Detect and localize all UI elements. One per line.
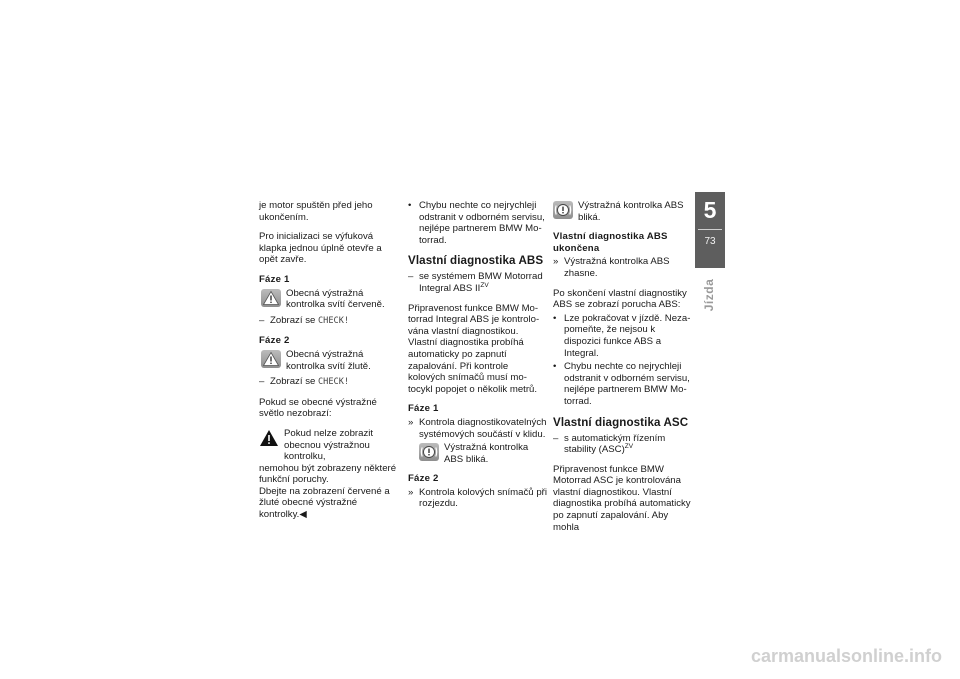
arrow-marker: » bbox=[553, 256, 559, 268]
phase-2-step-text: Kontrola kolových snímačů při rozjezdu. bbox=[419, 486, 547, 510]
abs-indicator bbox=[553, 200, 693, 223]
asc-equipment-note bbox=[553, 433, 693, 456]
warning-note bbox=[259, 428, 399, 463]
watermark: carmanualsonline.info bbox=[750, 646, 942, 666]
page-number: 73 bbox=[704, 236, 716, 247]
column-2 bbox=[408, 200, 548, 512]
paragraph-no-light: Pokud se obecné výstražné světlo nezobrazí: bbox=[259, 396, 377, 420]
warning-triangle-icon bbox=[261, 350, 281, 368]
section-side-label: Jízda bbox=[702, 278, 717, 312]
abs-finished-step-text: Výstražná kontrolka ABS zhasne. bbox=[564, 256, 670, 279]
phase-2-indicator-text: Obecná výstražná kontrolka svítí žlutě. bbox=[286, 348, 371, 372]
paragraph-asc: Připravenost funkce BMW Motorrad ASC je kontrolována vlastní diagnostikou. Vlastní diagnostika probíhá automaticky po zapnutí zapalování. Aby mohla bbox=[553, 463, 691, 533]
paragraph-motor: je motor spuštěn před jeho ukončením. bbox=[259, 200, 373, 223]
abs-indicator-text: Výstražná kontrolka ABS bliká. bbox=[578, 200, 684, 223]
optional-equipment-mark: ZV bbox=[624, 443, 634, 451]
bullet-service bbox=[408, 200, 548, 246]
display-prefix: Zobrazí se bbox=[270, 314, 316, 326]
abs-equipment-text: se systémem BMW Motorrad Integral ABS II bbox=[419, 271, 543, 294]
phase-1-step-text: Kontrola diagnostikovatelných systémových součástí v klidu. bbox=[419, 416, 547, 440]
phase-1-indicator-text: Výstražná kontrolka ABS bliká. bbox=[444, 442, 529, 465]
asc-equipment-text: s automatickým řízením stability (ASC) bbox=[564, 432, 666, 456]
section-heading-asc: Vlastní diagnostika ASC bbox=[553, 415, 689, 429]
paragraph-init: Pro inicializaci se výfuková klapka jednou úplně otevře a opět zavře. bbox=[259, 231, 382, 266]
abs-equipment-note bbox=[408, 271, 548, 294]
bullet-marker: • bbox=[553, 361, 557, 373]
abs-warning-icon bbox=[553, 201, 573, 219]
column-3 bbox=[553, 200, 693, 541]
phase-1-step bbox=[408, 417, 548, 440]
bullet-service bbox=[553, 361, 693, 407]
phase-2-indicator bbox=[261, 349, 399, 372]
arrow-marker: » bbox=[408, 416, 414, 428]
end-mark-icon: ◀ bbox=[299, 509, 307, 521]
warning-triangle-icon bbox=[261, 289, 281, 307]
bullet-marker: • bbox=[553, 312, 557, 324]
dash-marker: – bbox=[553, 432, 559, 444]
optional-equipment-mark: ZV bbox=[480, 281, 489, 289]
abs-warning-icon bbox=[419, 443, 439, 461]
paragraph-observe bbox=[259, 486, 399, 521]
chapter-divider bbox=[698, 229, 722, 230]
dash-marker: – bbox=[259, 376, 265, 388]
column-1 bbox=[259, 200, 399, 521]
abs-finished-step bbox=[553, 256, 693, 279]
display-code: CHECK! bbox=[318, 315, 350, 326]
phase-1-heading: Fáze 1 bbox=[408, 403, 439, 415]
bullet-text: Chybu nechte co nejrychleji odstranit v odborném servisu, nejlépe partnerem BMW Motorrad. bbox=[564, 361, 690, 407]
chapter-number: 5 bbox=[703, 197, 717, 223]
dash-marker: – bbox=[259, 314, 265, 326]
display-prefix: Zobrazí se bbox=[270, 376, 316, 388]
bullet-text: Chybu nechte co nejrychleji odstranit v odborném servisu, nejlépe partnerem BMW Motorrad. bbox=[419, 200, 545, 246]
phase-1-indicator bbox=[261, 288, 399, 311]
arrow-marker: » bbox=[408, 486, 414, 498]
bullet-text: Lze pokračovat v jízdě. Nezapomeňte, že nejsou k dispozici funkce ABS a Integral. bbox=[564, 312, 691, 359]
warning-triangle-icon bbox=[259, 429, 279, 447]
phase-2-step bbox=[408, 487, 548, 510]
phase-2-display bbox=[259, 376, 399, 389]
phase-1-indicator bbox=[419, 442, 548, 465]
phase-1-display bbox=[259, 315, 399, 328]
abs-diagnostics-finished-heading: Vlastní diagnostika ABS ukončena bbox=[553, 231, 668, 254]
paragraph-after-diagnostics: Po skončení vlastní diagnostiky ABS se zobrazí porucha ABS: bbox=[553, 287, 687, 311]
chapter-tab bbox=[695, 192, 725, 268]
phase-2-heading: Fáze 2 bbox=[259, 335, 290, 347]
bullet-continue bbox=[553, 313, 693, 359]
phase-2-heading: Fáze 2 bbox=[408, 473, 439, 485]
phase-1-indicator-text: Obecná výstražná kontrolka svítí červeně. bbox=[286, 287, 385, 311]
observe-text: Dbejte na zobrazení červené a žluté obecné výstražné kontrolky. bbox=[259, 485, 390, 521]
dash-marker: – bbox=[408, 271, 414, 283]
section-heading-abs: Vlastní diagnostika ABS bbox=[408, 254, 544, 268]
warning-note-text-rest: nemohou být zobrazeny některé funkční poruchy. bbox=[259, 462, 397, 486]
display-code: CHECK! bbox=[318, 377, 350, 388]
bullet-marker: • bbox=[408, 200, 412, 211]
warning-note-text-first: Pokud nelze zobrazit obecnou výstražnou kontrolku, bbox=[284, 427, 374, 463]
phase-1-heading: Fáze 1 bbox=[259, 273, 290, 285]
paragraph-abs: Připravenost funkce BMW Motorrad Integral ABS je kontrolována vlastní diagnostikou. Vlastní diagnostika probíhá automaticky po zapnutí zapalování. Při kontrole kolových snímačů musí motocykl popojet o několik metrů. bbox=[408, 302, 540, 395]
